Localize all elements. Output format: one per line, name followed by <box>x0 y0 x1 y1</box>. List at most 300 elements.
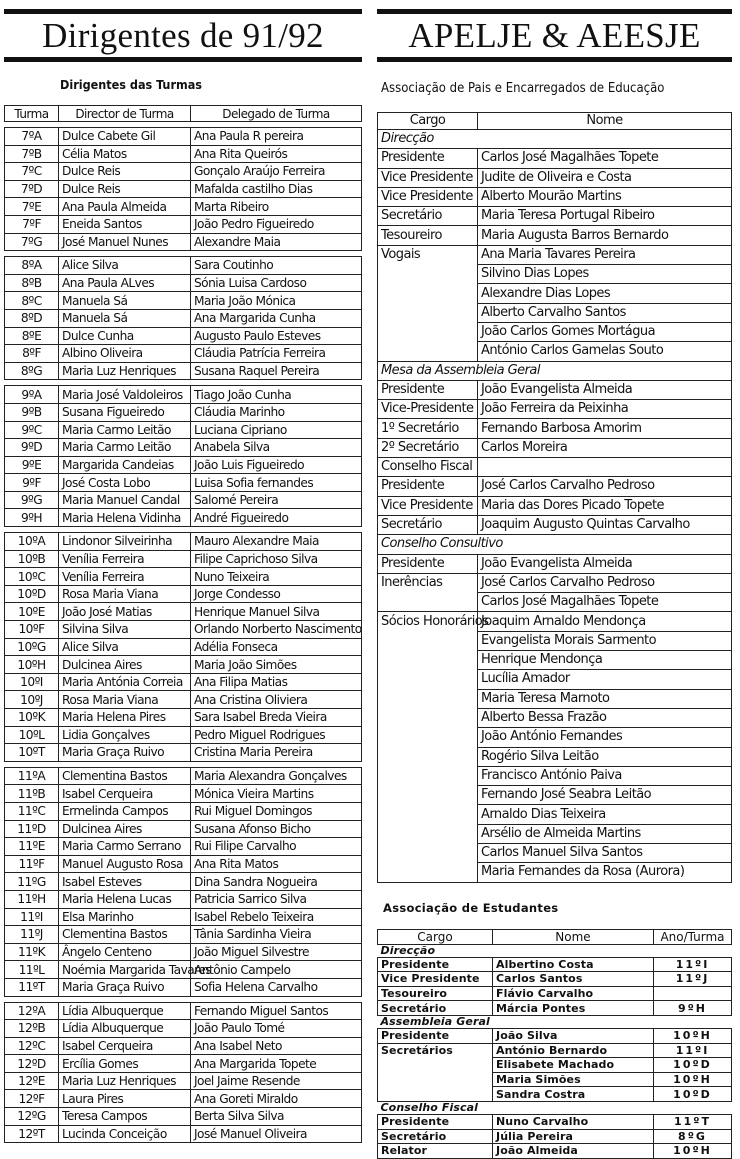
director-cell: Elsa Marinho <box>59 908 191 926</box>
table-row <box>5 292 362 310</box>
table-row <box>378 265 732 284</box>
nome-cell: Francisco António Paiva <box>478 766 732 785</box>
table-row <box>5 1055 362 1073</box>
table-row <box>5 726 362 744</box>
director-cell: Isabel Esteves <box>59 873 191 891</box>
table-row <box>5 691 362 709</box>
nome-cell: Carlos José Magalhães Topete <box>478 149 732 168</box>
director-cell: Alice Silva <box>59 638 191 656</box>
table-row <box>5 603 362 621</box>
turma-cell: 8ºB <box>5 274 59 292</box>
director-cell: Maria José Valdoleiros <box>59 386 191 404</box>
table-row <box>5 474 362 492</box>
nome-cell: João Evangelista Almeida <box>478 380 732 399</box>
nome-cell: João António Fernandes <box>478 728 732 747</box>
nome-cell: Joaquim Arnaldo Mendonça <box>478 612 732 631</box>
cargo-cell <box>378 593 478 612</box>
turma-cell: 12ºB <box>5 1020 59 1038</box>
turma-cell: 10ºG <box>5 638 59 656</box>
director-cell: Ermelinda Campos <box>59 802 191 820</box>
delegado-cell: José Manuel Oliveira <box>191 1125 362 1143</box>
table-row <box>5 873 362 891</box>
director-cell: José Costa Lobo <box>59 474 191 492</box>
delegado-cell: Sara Coutinho <box>191 257 362 275</box>
table-row <box>5 1037 362 1055</box>
table-row <box>378 670 732 689</box>
director-cell: Dulcinea Aires <box>59 820 191 838</box>
table-row <box>5 638 362 656</box>
director-cell: Maria Helena Pires <box>59 709 191 727</box>
director-cell: Alice Silva <box>59 257 191 275</box>
table-row <box>5 456 362 474</box>
table-row <box>378 226 732 245</box>
nome-cell: Judite de Oliveira e Costa <box>478 168 732 187</box>
table-row <box>5 233 362 251</box>
section-label: Assembleia Geral <box>380 1014 490 1028</box>
director-cell: Célia Matos <box>59 145 191 163</box>
turma-cell: 11ºI <box>5 908 59 926</box>
nome-cell: Carlos Manuel Silva Santos <box>478 843 732 862</box>
section-label: Conselho Consultivo <box>378 535 732 554</box>
masthead-apelje: APELJE & AEESJE <box>377 9 732 62</box>
delegado-cell: Ana Cristina Oliviera <box>191 691 362 709</box>
director-cell: Venília Ferreira <box>59 550 191 568</box>
delegado-cell: Ana Isabel Neto <box>191 1037 362 1055</box>
nome-cell: Evangelista Morais Sarmento <box>478 631 732 650</box>
cargo-cell <box>378 322 478 341</box>
delegado-cell: Nuno Teixeira <box>191 568 362 586</box>
delegado-cell: Susana Afonso Bicho <box>191 820 362 838</box>
delegado-cell: Ana Rita Matos <box>191 855 362 873</box>
table-row <box>5 744 362 762</box>
turma-cell: 9ºC <box>5 421 59 439</box>
delegado-cell: Sónia Luisa Cardoso <box>191 274 362 292</box>
delegado-cell: Rui Miguel Domingos <box>191 802 362 820</box>
nome-cell: José Carlos Carvalho Pedroso <box>478 573 732 592</box>
cargo-cell: Presidente <box>378 1114 493 1129</box>
turma-cell: 9ºA <box>5 386 59 404</box>
ano-turma-cell: 11ºI <box>654 957 732 972</box>
turma-cell: 10ºT <box>5 744 59 762</box>
turma-cell: 9ºG <box>5 491 59 509</box>
section-row <box>378 130 732 149</box>
table-row <box>378 573 732 592</box>
section-row <box>378 1101 732 1114</box>
turma-cell: 7ºF <box>5 215 59 233</box>
director-cell: João José Matias <box>59 603 191 621</box>
director-cell: Isabel Cerqueira <box>59 1037 191 1055</box>
delegado-cell: Rui Filipe Carvalho <box>191 838 362 856</box>
director-cell: Eneida Santos <box>59 215 191 233</box>
nome-cell: Carlos José Magalhães Topete <box>478 593 732 612</box>
nome-cell: Nuno Carvalho <box>493 1114 654 1129</box>
delegado-cell: Tânia Sardinha Vieira <box>191 926 362 944</box>
table-row <box>5 1020 362 1038</box>
cargo-cell: Vogais <box>378 245 478 264</box>
cargo-cell <box>378 670 478 689</box>
nome-cell: Maria das Dores Picado Topete <box>478 496 732 515</box>
nome-cell: Lucília Amador <box>478 670 732 689</box>
turma-cell: 9ºH <box>5 509 59 527</box>
table-row <box>5 568 362 586</box>
director-cell: Maria Carmo Leitão <box>59 421 191 439</box>
turmas-group-table <box>4 127 362 251</box>
turmas-group-table <box>4 385 362 527</box>
table-row <box>5 550 362 568</box>
delegado-cell: Pedro Miguel Rodrigues <box>191 726 362 744</box>
section-label: Mesa da Assembleia Geral <box>378 361 732 380</box>
ano-turma-cell: 10ºH <box>654 1144 732 1159</box>
delegado-cell: Isabel Rebelo Teixeira <box>191 908 362 926</box>
table-row <box>5 163 362 181</box>
director-cell: Clementina Bastos <box>59 767 191 785</box>
table-row <box>378 168 732 187</box>
delegado-cell: João Pedro Figueiredo <box>191 215 362 233</box>
cargo-cell: Presidente <box>378 1028 493 1043</box>
cargo-cell: Presidente <box>378 380 478 399</box>
nome-cell: Alberto Mourão Martins <box>478 187 732 206</box>
table-row <box>378 863 732 882</box>
ape-body <box>378 130 732 883</box>
table-row <box>378 805 732 824</box>
delegado-cell: Cristina Maria Pereira <box>191 744 362 762</box>
nome-cell: António Bernardo <box>493 1043 654 1058</box>
cargo-cell: Inerências <box>378 573 478 592</box>
table-row <box>378 708 732 727</box>
turma-cell: 10ºA <box>5 533 59 551</box>
ape-table <box>377 112 732 883</box>
nome-cell: Sandra Costra <box>493 1087 654 1102</box>
cargo-cell: 2º Secretário <box>378 438 478 457</box>
delegado-cell: Alexandre Maia <box>191 233 362 251</box>
table-row <box>5 1002 362 1020</box>
cargo-cell: Presidente <box>378 957 493 972</box>
turma-cell: 7ºE <box>5 198 59 216</box>
turma-cell: 11ºK <box>5 943 59 961</box>
table-row <box>5 509 362 527</box>
ano-turma-cell: 8ºG <box>654 1129 732 1144</box>
turma-cell: 10ºF <box>5 621 59 639</box>
director-cell: Rosa Maria Viana <box>59 585 191 603</box>
delegado-cell: Adélia Fonseca <box>191 638 362 656</box>
director-cell: Lucinda Conceição <box>59 1125 191 1143</box>
director-cell: Maria Helena Lucas <box>59 890 191 908</box>
delegado-cell: Maria Alexandra Gonçalves <box>191 767 362 785</box>
cargo-cell <box>378 342 478 361</box>
delegado-cell: Ana Goreti Miraldo <box>191 1090 362 1108</box>
table-row <box>5 1125 362 1143</box>
turma-cell: 12ºG <box>5 1108 59 1126</box>
cargo-cell <box>378 1072 493 1087</box>
turma-cell: 9ºD <box>5 439 59 457</box>
director-cell: José Manuel Nunes <box>59 233 191 251</box>
director-cell: Teresa Campos <box>59 1108 191 1126</box>
nome-cell: Júlia Pereira <box>493 1129 654 1144</box>
associations-column <box>377 0 732 1159</box>
delegado-cell: Mauro Alexandre Maia <box>191 533 362 551</box>
table-row <box>378 728 732 747</box>
turmas-group-table <box>4 256 362 380</box>
turma-cell: 10ºH <box>5 656 59 674</box>
turma-cell: 11ºD <box>5 820 59 838</box>
delegado-cell: Maria João Simões <box>191 656 362 674</box>
cargo-cell <box>378 786 478 805</box>
delegado-cell: João Luis Figueiredo <box>191 456 362 474</box>
nome-cell: Maria Fernandes da Rosa (Aurora) <box>478 863 732 882</box>
table-row <box>378 1058 732 1073</box>
table-row <box>5 673 362 691</box>
table-row <box>378 284 732 303</box>
table-row <box>378 149 732 168</box>
table-row <box>5 386 362 404</box>
ape-header-nome: Nome <box>478 113 732 130</box>
table-row <box>5 309 362 327</box>
table-row <box>378 438 732 457</box>
table-row <box>5 978 362 996</box>
director-cell: Albino Oliveira <box>59 345 191 363</box>
table-row <box>5 709 362 727</box>
cargo-cell <box>378 689 478 708</box>
cargo-cell: Tesoureiro <box>378 986 493 1001</box>
table-row <box>378 786 732 805</box>
nome-cell: Carlos Santos <box>493 972 654 987</box>
director-cell: Lidia Gonçalves <box>59 726 191 744</box>
turma-cell: 11ºE <box>5 838 59 856</box>
table-row <box>378 1043 732 1058</box>
table-row <box>5 533 362 551</box>
delegado-cell: André Figueiredo <box>191 509 362 527</box>
header-turma: Turma <box>5 106 59 122</box>
cargo-cell <box>378 708 478 727</box>
director-cell: Susana Figueiredo <box>59 403 191 421</box>
turma-cell: 9ºE <box>5 456 59 474</box>
nome-cell: Márcia Pontes <box>493 1001 654 1016</box>
director-cell: Dulcinea Aires <box>59 656 191 674</box>
turma-cell: 7ºA <box>5 128 59 146</box>
turma-cell: 8ºG <box>5 362 59 380</box>
delegado-cell: Cláudia Patrícia Ferreira <box>191 345 362 363</box>
turma-cell: 12ºD <box>5 1055 59 1073</box>
turma-cell: 8ºD <box>5 309 59 327</box>
ano-turma-cell: 9ºH <box>654 1001 732 1016</box>
cargo-cell: Vice-Presidente <box>378 400 478 419</box>
table-row <box>5 802 362 820</box>
cargo-cell <box>378 824 478 843</box>
turmas-header-table <box>4 105 362 122</box>
nome-cell: João Evangelista Almeida <box>478 554 732 573</box>
turmas-groups <box>4 127 362 1143</box>
nome-cell: Alexandre Dias Lopes <box>478 284 732 303</box>
cargo-cell <box>378 265 478 284</box>
turma-cell: 10ºD <box>5 585 59 603</box>
cargo-cell <box>378 651 478 670</box>
ape-title: Associação de Pais e Encarregados de Educação <box>381 81 665 96</box>
turma-cell: 9ºF <box>5 474 59 492</box>
turma-cell: 8ºE <box>5 327 59 345</box>
director-cell: Isabel Cerqueira <box>59 785 191 803</box>
table-row <box>5 145 362 163</box>
table-row <box>378 651 732 670</box>
cargo-cell <box>378 284 478 303</box>
table-row <box>5 908 362 926</box>
turma-cell: 7ºD <box>5 180 59 198</box>
table-row <box>378 477 732 496</box>
table-row <box>5 621 362 639</box>
header-director: Director de Turma <box>59 106 191 122</box>
turma-cell: 12ºE <box>5 1072 59 1090</box>
director-cell: Manuela Sá <box>59 309 191 327</box>
delegado-cell: Mónica Vieira Martins <box>191 785 362 803</box>
table-row <box>5 785 362 803</box>
nome-cell: Joaquim Augusto Quintas Carvalho <box>478 515 732 534</box>
section-row <box>378 535 732 554</box>
ano-turma-cell: 10ºD <box>654 1058 732 1073</box>
section-label: Direcção <box>378 130 732 149</box>
ae-table <box>377 929 732 1159</box>
ae-header-cargo: Cargo <box>378 929 493 944</box>
director-cell: Maria Graça Ruivo <box>59 744 191 762</box>
table-row <box>378 612 732 631</box>
turma-cell: 12ºT <box>5 1125 59 1143</box>
delegado-cell: Mafalda castilho Dias <box>191 180 362 198</box>
table-row <box>5 656 362 674</box>
table-row <box>5 838 362 856</box>
ano-turma-cell: 11ºT <box>654 1114 732 1129</box>
nome-cell: Fernando Barbosa Amorim <box>478 419 732 438</box>
director-cell: Manuela Sá <box>59 292 191 310</box>
table-row <box>378 400 732 419</box>
director-cell: Maria Graça Ruivo <box>59 978 191 996</box>
delegado-cell: Ana Filipa Matias <box>191 673 362 691</box>
delegado-cell: Salomé Pereira <box>191 491 362 509</box>
delegado-cell: Luciana Cipriano <box>191 421 362 439</box>
cargo-cell: Secretário <box>378 1001 493 1016</box>
ano-turma-cell: 11ºI <box>654 1043 732 1058</box>
director-cell: Noémia Margarida Tavares <box>59 961 191 979</box>
nome-cell: Albertino Costa <box>493 957 654 972</box>
delegado-cell: Orlando Norberto Nascimento <box>191 621 362 639</box>
table-row <box>5 943 362 961</box>
cargo-cell: Tesoureiro <box>378 226 478 245</box>
cargo-cell <box>378 843 478 862</box>
table-row <box>378 342 732 361</box>
delegado-cell: Joel Jaime Resende <box>191 1072 362 1090</box>
nome-cell: Rogério Silva Leitão <box>478 747 732 766</box>
table-row <box>378 766 732 785</box>
director-cell: Ercília Gomes <box>59 1055 191 1073</box>
delegado-cell: Berta Silva Silva <box>191 1108 362 1126</box>
turma-cell: 11ºB <box>5 785 59 803</box>
turma-cell: 8ºC <box>5 292 59 310</box>
director-cell: Lindonor Silveirinha <box>59 533 191 551</box>
delegado-cell: Sara Isabel Breda Vieira <box>191 709 362 727</box>
nome-cell: Alberto Carvalho Santos <box>478 303 732 322</box>
delegado-cell: Antônio Campelo <box>191 961 362 979</box>
table-row <box>5 403 362 421</box>
table-row <box>5 855 362 873</box>
section-row <box>378 361 732 380</box>
director-cell: Maria Helena Vidinha <box>59 509 191 527</box>
section-label: Direcção <box>380 943 436 957</box>
nome-cell: Fernando José Seabra Leitão <box>478 786 732 805</box>
table-row <box>5 257 362 275</box>
nome-cell: Ana Maria Tavares Pereira <box>478 245 732 264</box>
table-row <box>5 439 362 457</box>
cargo-cell <box>378 1087 493 1102</box>
table-row <box>378 631 732 650</box>
table-row <box>378 515 732 534</box>
cargo-cell <box>378 863 478 882</box>
table-row <box>5 926 362 944</box>
cargo-cell: Relator <box>378 1144 493 1159</box>
ano-turma-cell: 11ºJ <box>654 972 732 987</box>
delegado-cell: Maria João Mónica <box>191 292 362 310</box>
delegado-cell: Gonçalo Araújo Ferreira <box>191 163 362 181</box>
table-row <box>5 274 362 292</box>
ape-header-cargo: Cargo <box>378 113 478 130</box>
ano-turma-cell: 10ºH <box>654 1028 732 1043</box>
delegado-cell: Patricia Sarrico Silva <box>191 890 362 908</box>
turma-cell: 11ºH <box>5 890 59 908</box>
table-row <box>5 585 362 603</box>
delegado-cell: Luisa Sofia fernandes <box>191 474 362 492</box>
director-cell: Laura Pires <box>59 1090 191 1108</box>
turma-cell: 11ºF <box>5 855 59 873</box>
director-cell: Lídia Albuquerque <box>59 1020 191 1038</box>
table-row <box>5 491 362 509</box>
director-cell: Dulce Reis <box>59 180 191 198</box>
director-cell: Dulce Reis <box>59 163 191 181</box>
table-row <box>5 180 362 198</box>
turma-cell: 11ºG <box>5 873 59 891</box>
table-row <box>378 747 732 766</box>
turmas-group-table <box>4 767 362 997</box>
cargo-cell <box>378 1058 493 1073</box>
table-row <box>5 421 362 439</box>
delegado-cell: Ana Rita Queirós <box>191 145 362 163</box>
cargo-cell: Vice Presidente <box>378 187 478 206</box>
director-cell: Maria Antónia Correia <box>59 673 191 691</box>
director-cell: Maria Carmo Serrano <box>59 838 191 856</box>
turma-cell: 7ºG <box>5 233 59 251</box>
director-cell: Margarida Candeias <box>59 456 191 474</box>
masthead-dirigentes: Dirigentes de 91/92 <box>4 9 362 62</box>
turmas-subtitle: Dirigentes das Turmas <box>60 77 202 92</box>
nome-cell: João Almeida <box>493 1144 654 1159</box>
cargo-cell <box>378 631 478 650</box>
nome-cell: Carlos Moreira <box>478 438 732 457</box>
table-row <box>378 496 732 515</box>
director-cell: Silvina Silva <box>59 621 191 639</box>
delegado-cell: Henrique Manuel Silva <box>191 603 362 621</box>
section-row <box>378 944 732 957</box>
table-row <box>5 961 362 979</box>
delegado-cell: Ana Margarida Topete <box>191 1055 362 1073</box>
table-row <box>378 972 732 987</box>
table-row <box>378 419 732 438</box>
turmas-group-table <box>4 532 362 762</box>
cargo-cell <box>378 766 478 785</box>
director-cell: Clementina Bastos <box>59 926 191 944</box>
turma-cell: 12ºC <box>5 1037 59 1055</box>
director-cell: Maria Carmo Leitão <box>59 439 191 457</box>
nome-cell: Maria Simões <box>493 1072 654 1087</box>
cargo-cell: Conselho Fiscal <box>378 458 478 477</box>
nome-cell: João Carlos Gomes Mortágua <box>478 322 732 341</box>
director-cell: Ângelo Centeno <box>59 943 191 961</box>
nome-cell: Henrique Mendonça <box>478 651 732 670</box>
delegado-cell: Augusto Paulo Esteves <box>191 327 362 345</box>
